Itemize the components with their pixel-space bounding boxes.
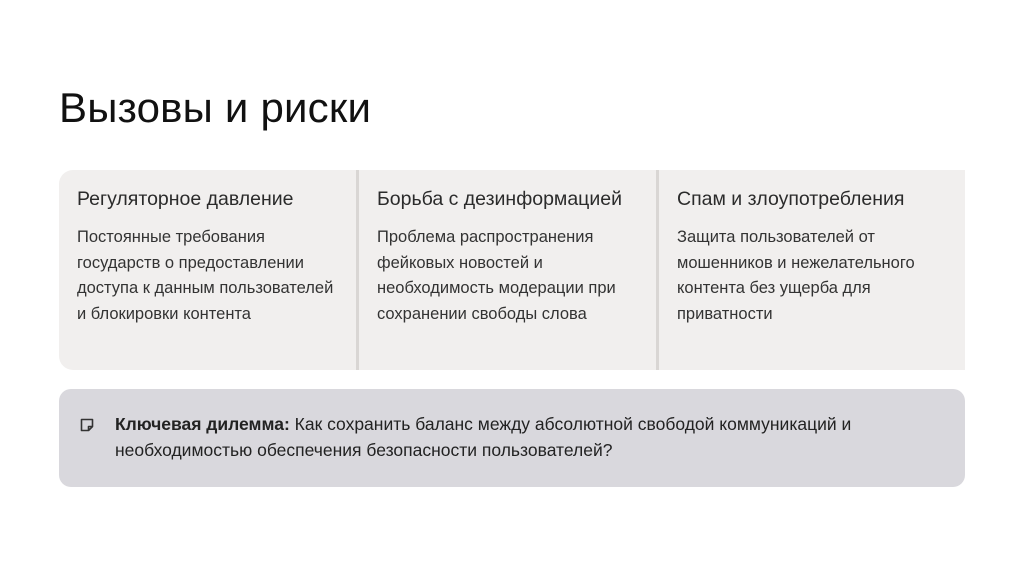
callout-text: Как сохранить баланс между абсолютной свободой коммуникаций и необходимостью обеспечения безопасности пользователей? — [115, 414, 852, 460]
note-icon — [79, 417, 95, 433]
key-dilemma-callout — [59, 389, 965, 487]
card-text: Проблема распространения фейковых новостей и необходимость модерации при сохранении свободы слова — [377, 228, 616, 324]
card-spam-abuse — [656, 170, 965, 370]
card-text: Постоянные требования государств о предоставлении доступа к данным пользователей и блокировки контента — [77, 228, 334, 324]
callout-label: Ключевая дилемма: — [115, 414, 290, 434]
slide-title: Вызовы и риски — [59, 84, 372, 131]
card-disinformation — [356, 170, 656, 370]
card-text: Защита пользователей от мошенников и нежелательного контента без ущерба для приватности — [677, 228, 915, 324]
challenges-cards — [59, 170, 965, 370]
card-regulatory-pressure — [59, 170, 356, 370]
card-title: Спам и злоупотребления — [677, 188, 905, 210]
card-title: Борьба с дезинформацией — [377, 188, 622, 210]
card-title: Регуляторное давление — [77, 188, 294, 210]
